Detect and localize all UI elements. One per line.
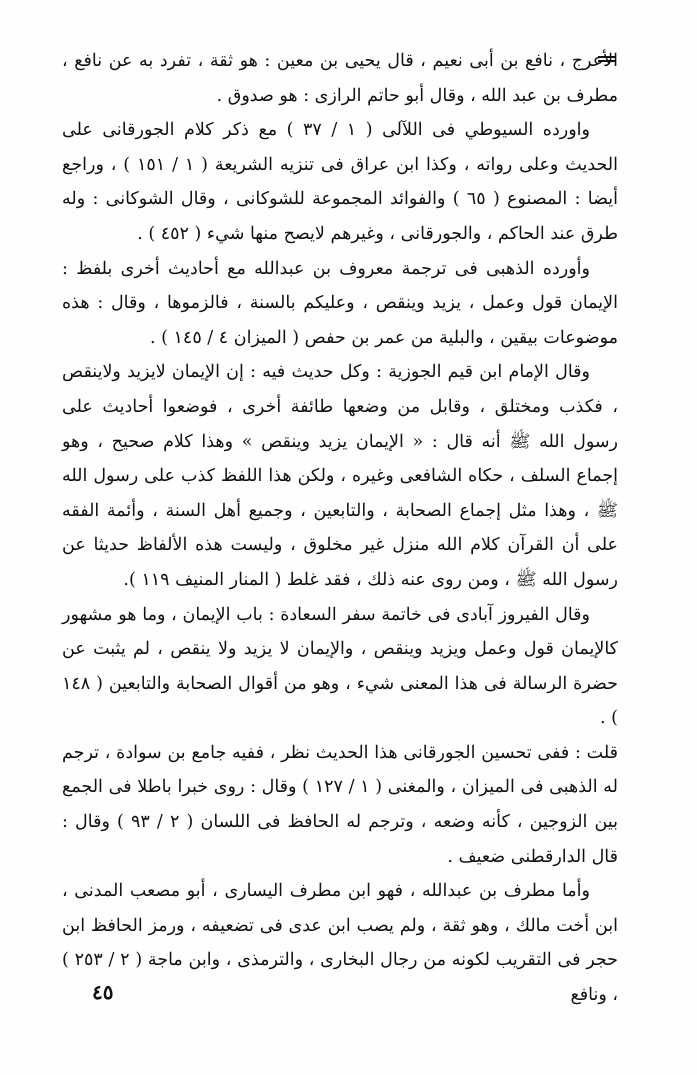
body-text bbox=[62, 44, 618, 1013]
page-number: ٤٥ bbox=[92, 980, 114, 1004]
paragraph-ibn-qayyim: وقال الإمام ابن قيم الجوزية : وكل حديث فيه : إن الإيمان لايزيد ولاينقص ، فكذب ومختلق ، وقابل من وضعها طائفة أخرى ، فوضعوا أحاديث على رسول الله ﷺ أنه قال : « الإيمان يزيد وينقص » وهذا كلام صحيح ، وهو إجماع السلف ، حكاه الشافعى وغيره ، ولكن هذا اللفظ كذب على رسول الله ﷺ ، وهذا مثل إجماع الصحابة ، والتابعين ، وجميع أهل السنة ، وأئمة الفقه على أن القرآن كلام الله منزل غير مخلوق ، وليست هذه الألفاظ حديثا عن رسول الله ﷺ ، ومن روى عنه ذلك ، فقد غلط ( المنار المنيف ١١٩ ). bbox=[62, 362, 618, 590]
paragraph-narrator-note: الأعرج ، نافع بن أبى نعيم ، قال يحيى بن معين : هو ثقة ، تفرد به عن نافع ، مطرف بن عبد الله ، وقال أبو حاتم الرازى : هو صدوق . bbox=[62, 51, 618, 106]
paragraph-mutarrif: وأما مطرف بن عبدالله ، فهو ابن مطرف اليسارى ، أبو مصعب المدنى ، ابن أخت مالك ، وهو ثقة ، ولم يصب ابن عدى فى تضعيفه ، ورمز الحافظ ابن حجر فى التقريب لكونه من رجال البخارى ، والترمذى ، وابن ماجة ( ٢ / ٢٥٣ ) ، ونافع bbox=[62, 881, 618, 1006]
paragraph-fayruzabadi: وقال الفيروز آبادى فى خاتمة سفر السعادة : باب الإيمان ، وما هو مشهور كالإيمان قول وعمل ويزيد وينقص ، والإيمان لا يزيد ولا ينقص ، لم يثبت عن حضرة الرسالة فى هذا المعنى شيء ، وهو من أقوال الصحابة والتابعين ( ١٤٨ ) . bbox=[62, 604, 619, 729]
paragraph-dhahabi: وأورده الذهبى فى ترجمة معروف بن عبدالله مع أحاديث أخرى بلفظ : الإيمان قول وعمل ، يزيد وينقص ، وعليكم بالسنة ، فالزموها ، وقال : هذه موضوعات بيقين ، والبلية من عمر بن حفص ( الميزان ٤ / ١٤٥ ) . bbox=[62, 258, 618, 348]
paragraph-author-comment: قلت : ففى تحسين الجورقانى هذا الحديث نظر ، ففيه جامع بن سوادة ، ترجم له الذهبى فى الميزان ، والمغنى ( ١ / ١٢٧ ) وقال : روى خبرا باطلا فى الجمع بين الزوجين ، كأنه وضعه ، وترجم له الحافظ فى اللسان ( ٢ / ٩٣ ) وقال : قال الدارقطنى ضعيف . bbox=[62, 742, 619, 867]
paragraph-suyuti: واورده السيوطي فى اللآلى ( ١ / ٣٧ ) مع ذكر كلام الجورقانى على الحديث وعلى رواته ، وكذا ابن عراق فى تنزيه الشريعة ( ١ / ١٥١ ) ، وراجع أيضا : المصنوع ( ٦٥ ) والفوائد المجموعة للشوكانى ، وقال الشوكانى : وله طرق عند الحاكم ، والجورقانى ، وغيرهم لايصح منها شيء ( ٤٥٢ ) . bbox=[62, 120, 618, 244]
